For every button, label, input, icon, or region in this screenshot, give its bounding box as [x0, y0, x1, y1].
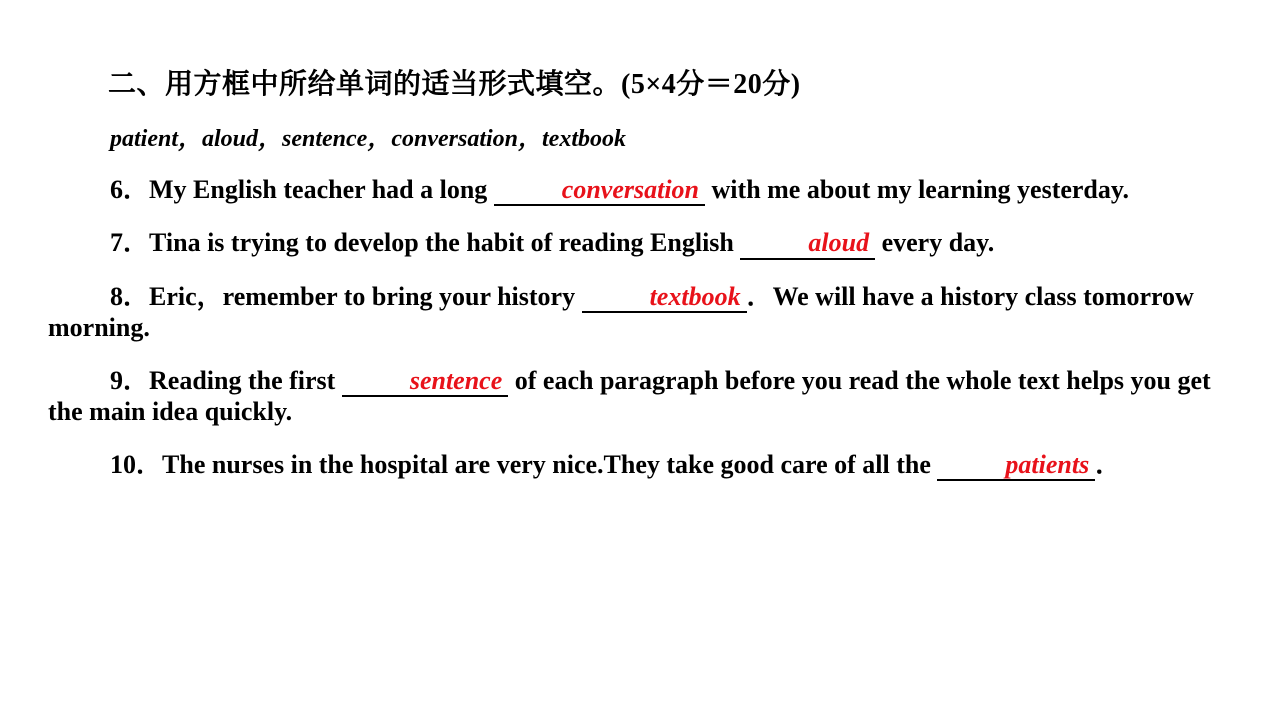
question-10: [48, 450, 1231, 481]
question-6-answer-blank[interactable]: conversation: [494, 176, 705, 206]
question-7-answer-blank[interactable]: aloud: [740, 229, 875, 259]
section-score: (5×4分＝20分): [621, 69, 801, 100]
question-9: [48, 366, 1231, 428]
question-9-text-before: Reading the first: [149, 365, 342, 395]
question-8-text-before: Eric，remember to bring your history: [149, 281, 582, 311]
question-8-answer-blank[interactable]: textbook: [582, 283, 747, 313]
question-10-answer-blank[interactable]: patients: [937, 451, 1095, 481]
question-9-text-after: of each paragraph before you read the whole text helps you get the main idea quickly.: [48, 365, 1211, 426]
question-7-text-after: every day.: [875, 228, 995, 258]
question-10-text-after: ．: [1095, 449, 1122, 479]
question-6-text-after: with me about my learning yesterday.: [705, 175, 1129, 204]
question-9-answer-blank[interactable]: sentence: [342, 367, 508, 397]
question-7-text-before: Tina is trying to develop the habit of reading English: [149, 228, 741, 258]
question-10-text-before: The nurses in the hospital are very nice.They take good care of all the: [162, 449, 938, 479]
question-9-number: 9．: [110, 365, 150, 395]
question-10-number: 10．: [110, 449, 163, 479]
question-8: [48, 282, 1231, 344]
section-instruction: 用方框中所给单词的适当形式填空。: [165, 67, 622, 100]
section-heading: [108, 62, 1231, 102]
section-number: 二、: [108, 67, 166, 100]
question-6-number: 6．: [110, 175, 150, 204]
question-6-text-before: My English teacher had a long: [149, 175, 494, 204]
question-7-number: 7．: [110, 228, 150, 258]
question-7: [48, 228, 1231, 259]
question-8-number: 8．: [110, 281, 150, 311]
question-8-text-after: ．We will have a history class tomorrow morning.: [48, 281, 1194, 342]
word-bank: patient，aloud，sentence，conversation，textbook: [110, 126, 626, 152]
question-6: [48, 175, 1231, 206]
